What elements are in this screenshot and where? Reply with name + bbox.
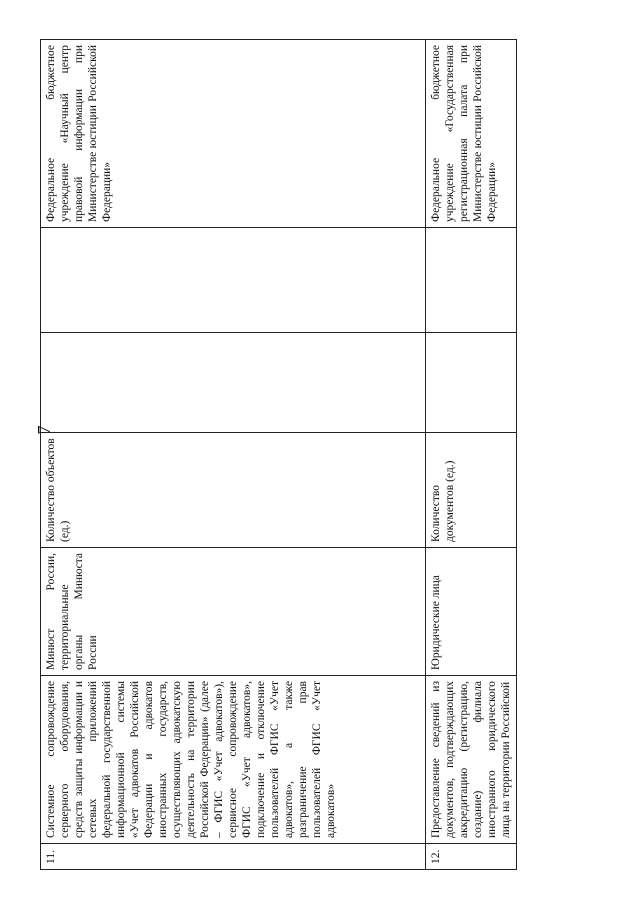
service-recipients: Минюст России, территориальные органы Минюста России [41, 548, 426, 676]
unit-of-measure: Количество объектов (ед.) [41, 433, 426, 548]
table-row [426, 40, 517, 870]
empty-cell [426, 333, 517, 433]
empty-cell [41, 333, 426, 433]
service-description: Предоставление сведений из документов, подтверждающих аккредитацию (регистрацию, создание) филиала иностранного юридического лица на территории Российской [426, 676, 517, 844]
services-table [40, 39, 517, 870]
institution-name: Федеральное бюджетное учреждение «Государственная регистрационная палата при Министерстве юстиции Российской Федерации» [426, 40, 517, 228]
table-row [41, 40, 426, 870]
unit-of-measure: Количество документов (ед.) [426, 433, 517, 548]
rotated-table-container [40, 40, 580, 870]
row-number: 12. [426, 844, 517, 870]
page-number: 7 [34, 425, 54, 435]
service-description: Системное сопровождение серверного оборудования, средств защиты информации и сетевых приложений федеральной государственной информационной системы «Учет адвокатов Российской Федерации и адвокатов иностранных государств, осуществляющих адвокатскую деятельность на территории Российской Федерации» (далее – ФГИС «Учет адвокатов»), сервисное сопровождение ФГИС «Учет адвокатов», подключение и отключение пользователей ФГИС «Учет адвокатов», а также разграничение прав пользователей ФГИС «Учет адвокатов» [41, 676, 426, 844]
empty-cell [41, 228, 426, 333]
service-recipients: Юридические лица [426, 548, 517, 676]
institution-name: Федеральное бюджетное учреждение «Научный центр правовой информации при Министерстве юстиции Российской Федерации» [41, 40, 426, 228]
empty-cell [426, 228, 517, 333]
row-number: 11. [41, 844, 426, 870]
